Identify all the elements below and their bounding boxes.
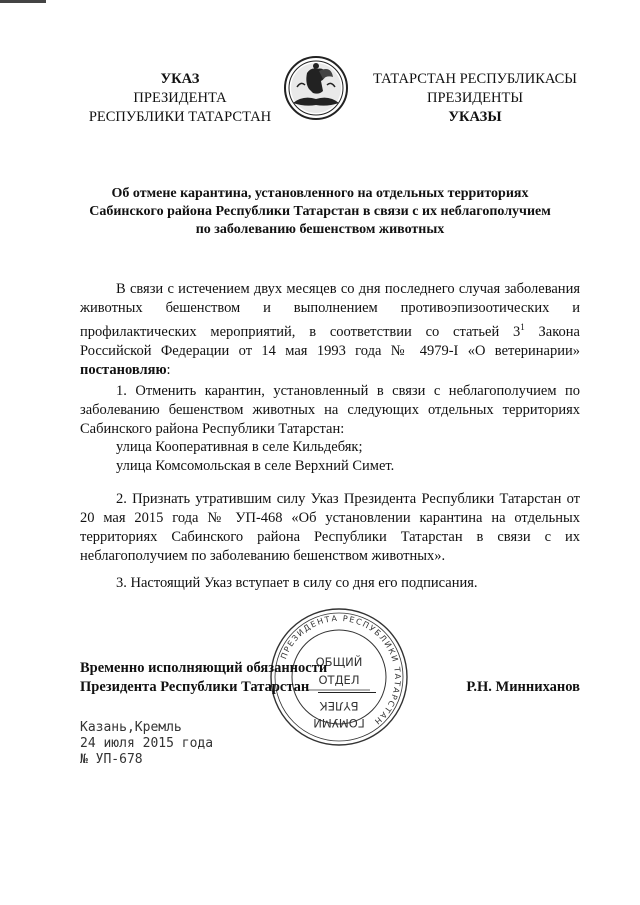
preamble-bold: постановляю [80,361,167,378]
stamp-line-1: ОБЩИЙ [315,655,363,669]
scan-artifact [0,0,46,3]
footer-place: Казань,Кремль [80,720,182,735]
item-2-text: 2. Признать утратившим силу Указ Президента Республики Татарстан от 20 мая 2015 года № УП-468 «Об установлении карантина на отдельных территориях Сабинского района Республики Татарстан в связи с их неблагополучием по заболеванию бешенством животных». [80,491,580,564]
header-right-republic: ТАТАРСТАН РЕСПУБЛИКАСЫ [373,71,577,87]
item-3-text: 3. Настоящий Указ вступает в силу со дня его подписания. [116,575,478,591]
document-title [60,185,580,239]
signature-line-2: Президента Республики Татарстан [80,679,310,695]
title-line-2: Сабинского района Республики Татарстан в связи с их неблагополучием [89,204,551,219]
header-left-republic: РЕСПУБЛИКИ ТАТАРСТАН [88,109,272,125]
item-2 [80,490,580,566]
street-1: улица Кооперативная в селе Кильдебяк; [116,439,363,455]
footer-date: 24 июля 2015 года [80,736,214,751]
signer-name: Р.Н. Минниханов [466,679,580,695]
header-left [80,70,280,127]
header-left-ukaz: УКАЗ [160,71,200,87]
tatarstan-emblem-icon [283,55,349,121]
stamp-ring-text: ПРЕЗИДЕНТА РЕСПУБЛИКИ ТАТАРСТАН [279,613,403,727]
street-2: улица Комсомольская в селе Верхний Симет. [116,458,395,474]
preamble-text-2: Закона Российской Федерации от 14 мая 1993 года № 4979-I «О ветеринарии» [80,323,580,359]
item-1-text: 1. Отменить карантин, установленный в связи с неблагополучием по заболеванию бешенством животных на следующих отдельных территориях Сабинского района Республики Татарстан: [80,383,580,437]
preamble-end: : [166,361,171,378]
footer-number: № УП-678 [80,752,143,767]
item-3 [80,574,580,593]
header-left-president: ПРЕЗИДЕНТА [133,90,227,106]
title-line-1: Об отмене карантина, установленного на отдельных территориях [111,186,529,201]
stamp-line-4: ГОМУМИ [313,716,365,730]
signature-underline [318,692,376,693]
title-line-3: по заболеванию бешенством животных [195,222,445,237]
stamp-line-2: ОТДЕЛ [318,673,360,687]
signature-line-1: Временно исполняющий обязанности [80,660,328,676]
item-1 [80,382,580,439]
preamble [80,280,580,380]
preamble-text: В связи с истечением двух месяцев со дня последнего случая заболевания животных бешенством и выполнением противоэпизоотических и профилактических мероприятий, в соответствии со статьей 3 [80,281,580,340]
header-right-ukazy: УКАЗЫ [448,109,502,125]
stamp-line-3: БҮЛЕК [319,699,359,713]
header-right-president: ПРЕЗИДЕНТЫ [426,90,524,106]
preamble-sup: 1 [520,322,525,332]
header-right [355,70,595,127]
